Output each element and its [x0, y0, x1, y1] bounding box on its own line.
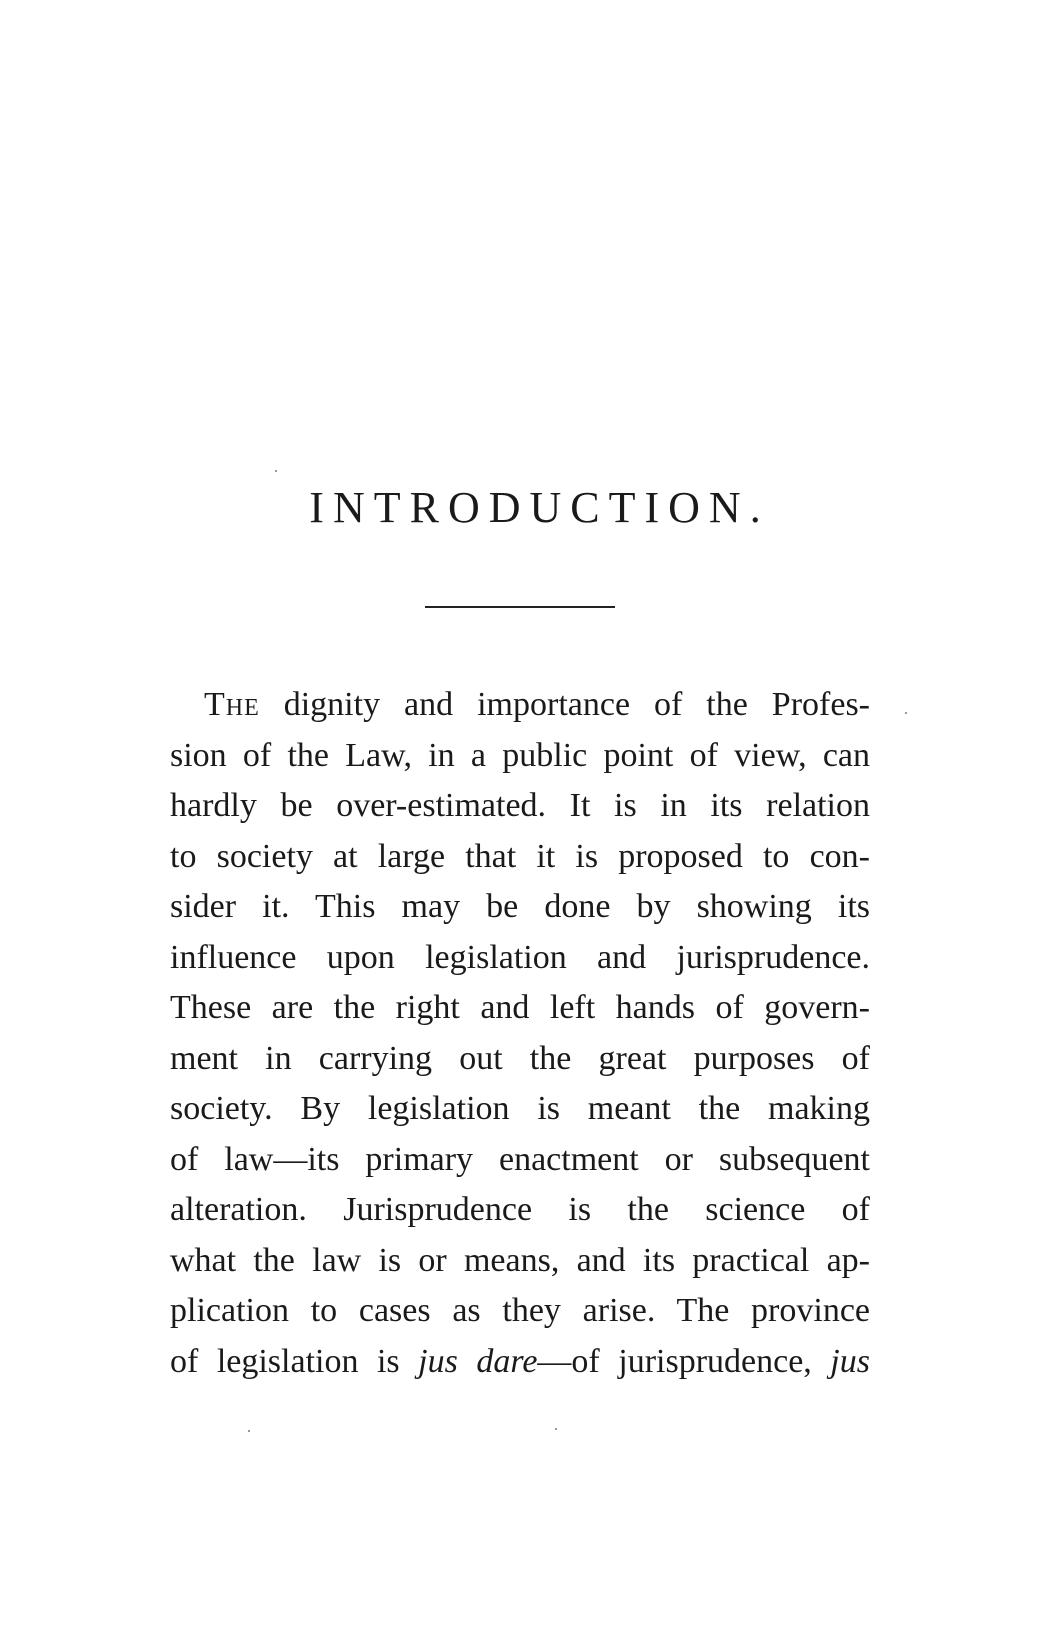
text-line: of law—its primary enactment or subsequent — [170, 1140, 870, 1178]
text-line — [170, 680, 870, 731]
print-speck — [555, 1428, 557, 1430]
line-text: —of jurisprudence, — [537, 1342, 831, 1380]
line-text: dignity and importance of the Profes- — [259, 686, 870, 723]
text-line: to society at large that it is proposed to con- — [170, 837, 870, 875]
line-text: of legislation is — [170, 1342, 419, 1380]
text-line: influence upon legislation and jurisprudence. — [170, 938, 870, 976]
latin-phrase: jus — [830, 1342, 870, 1380]
body-text — [170, 680, 870, 1387]
text-line — [170, 1337, 870, 1388]
chapter-title: INTRODUCTION. — [309, 483, 770, 532]
text-line: alteration. Jurisprudence is the science of — [170, 1191, 870, 1228]
lead-word: The — [204, 686, 260, 723]
text-line: These are the right and left hands of govern- — [170, 989, 870, 1026]
text-line: ment in carrying out the great purposes of — [170, 1039, 870, 1077]
print-speck — [275, 470, 277, 472]
text-line: sion of the Law, in a public point of view, can — [170, 736, 870, 774]
title-rule — [425, 606, 615, 608]
text-line: society. By legislation is meant the making — [170, 1090, 870, 1127]
text-line: hardly be over-estimated. It is in its relation — [170, 787, 870, 824]
print-speck — [248, 1430, 250, 1432]
latin-phrase: jus dare — [418, 1342, 538, 1380]
text-line: what the law is or means, and its practical ap- — [170, 1241, 870, 1279]
text-line: plication to cases as they arise. The province — [170, 1292, 870, 1329]
text-line: sider it. This may be done by showing its — [170, 888, 870, 925]
print-speck — [905, 712, 907, 714]
